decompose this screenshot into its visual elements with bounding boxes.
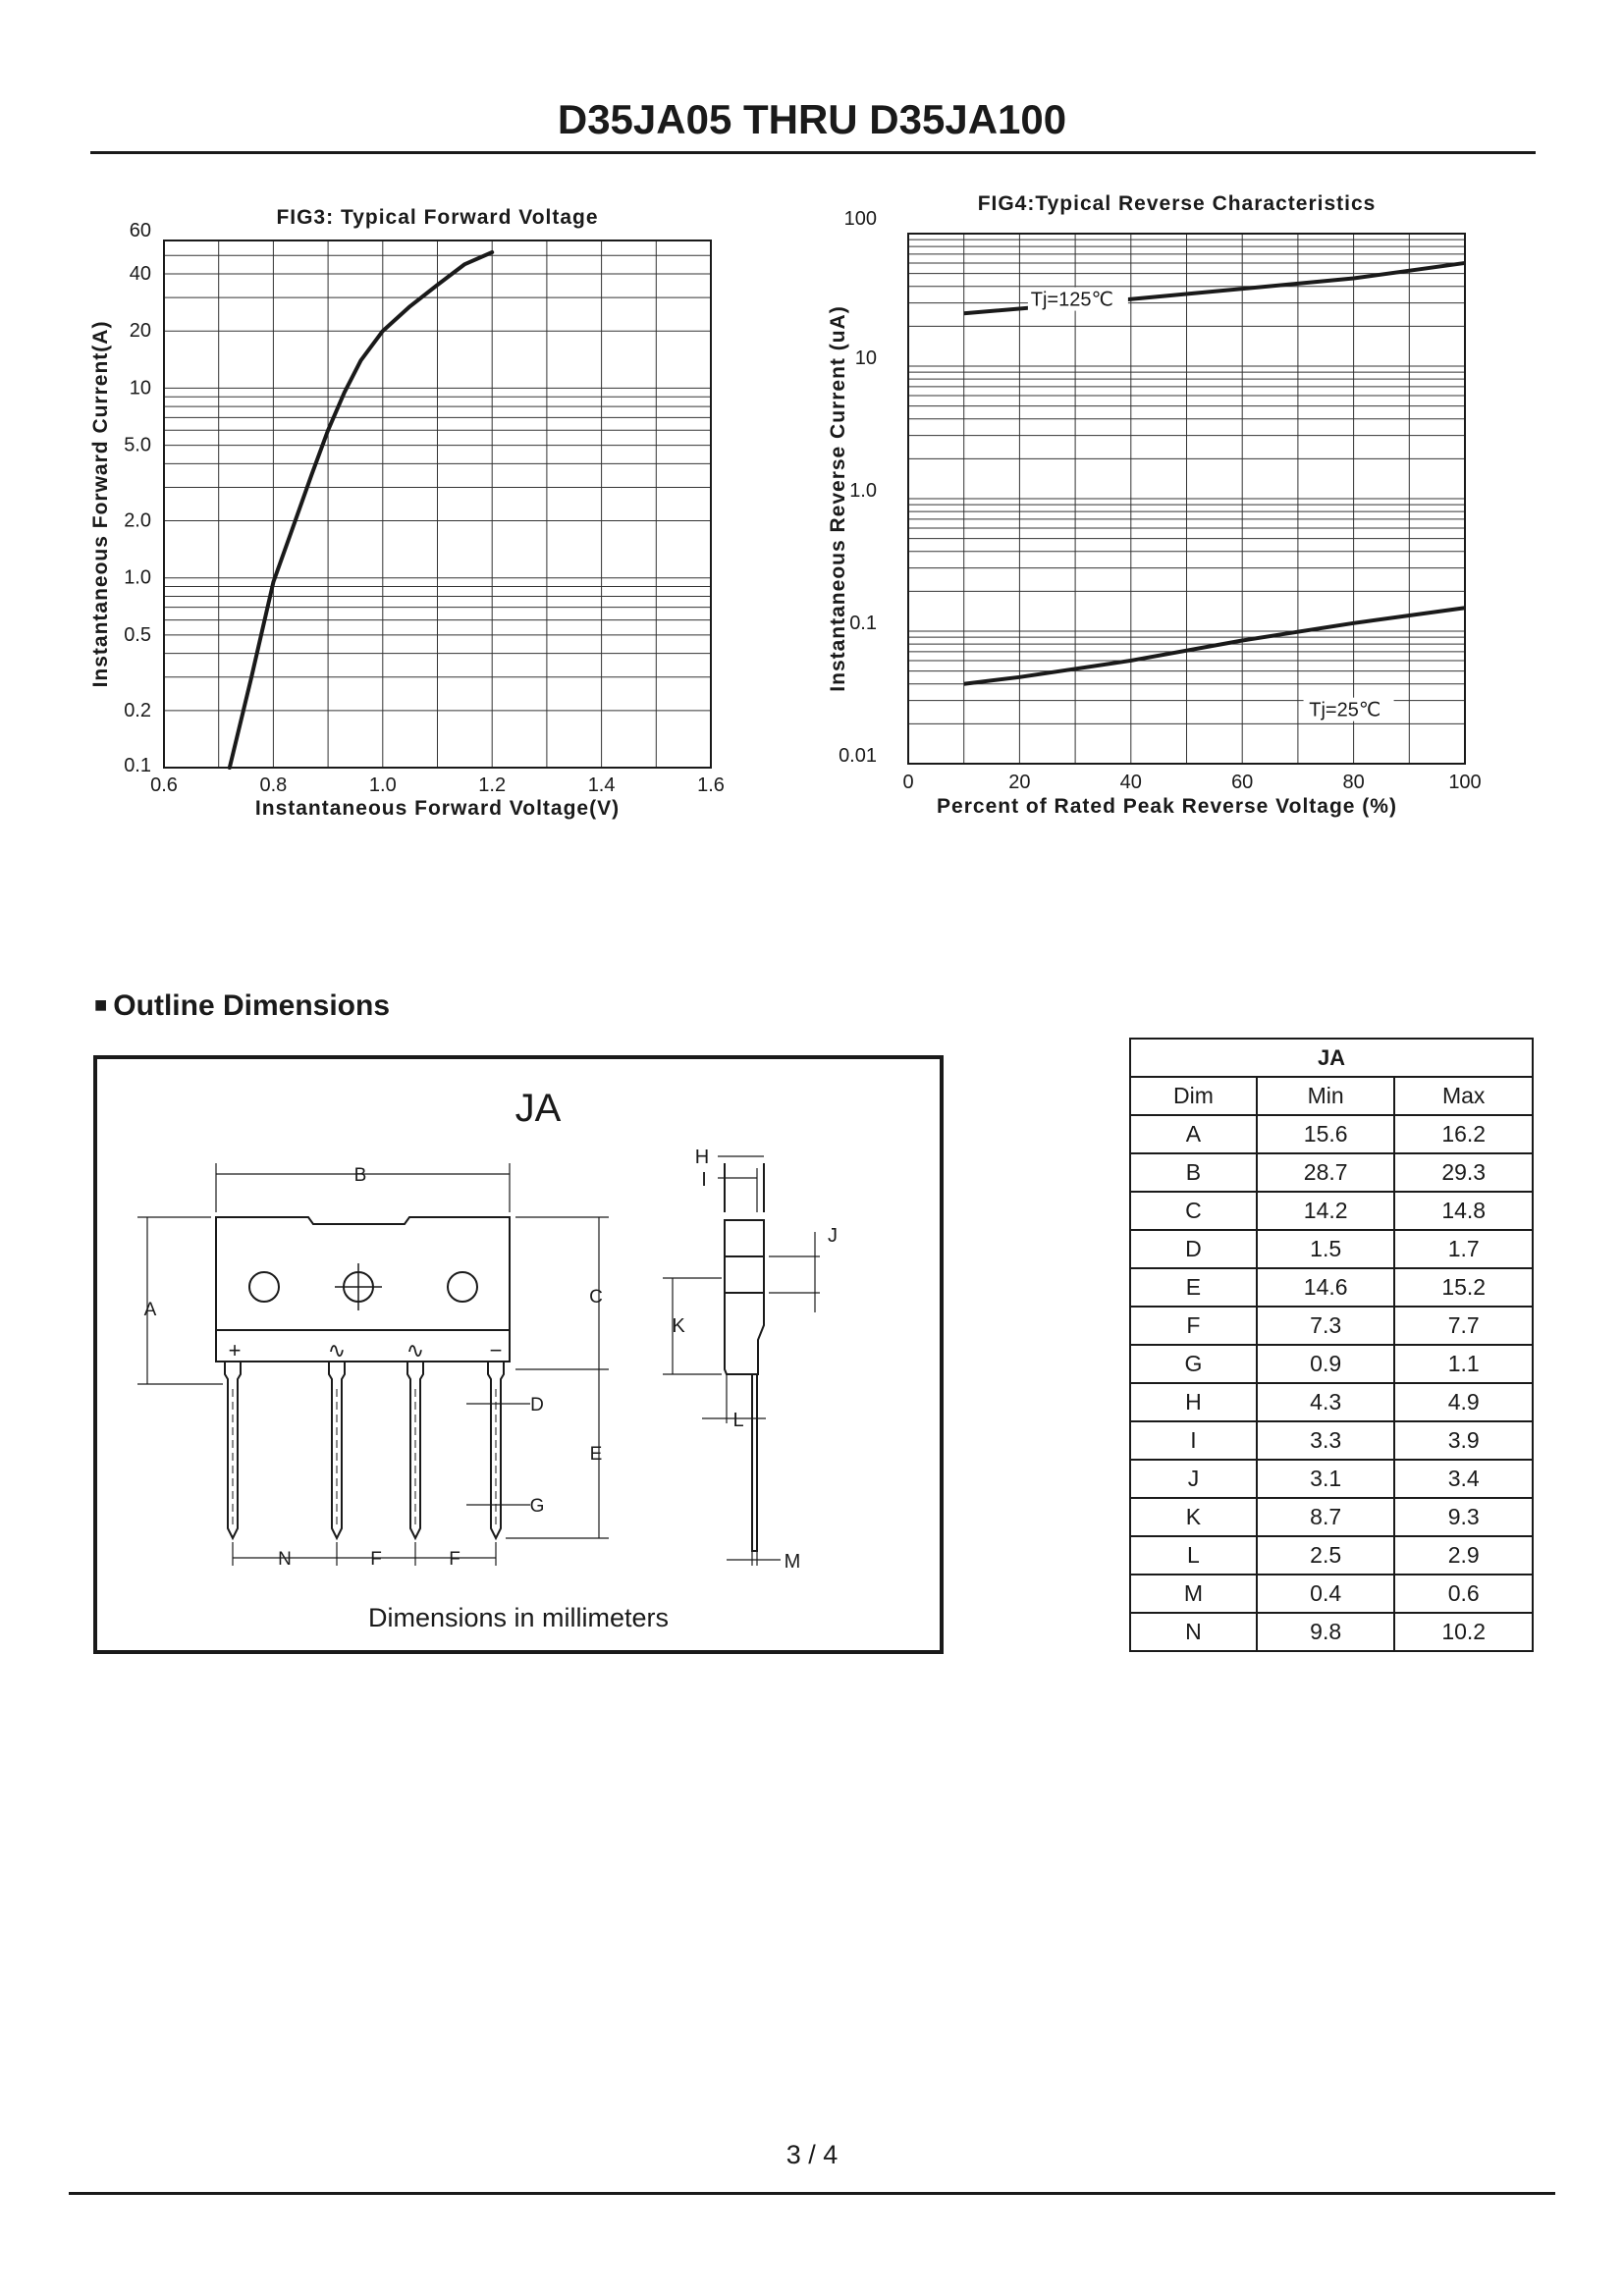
dim-cell: L — [1130, 1536, 1257, 1575]
fig3-y-tick: 40 — [129, 263, 151, 286]
fig4-y-tick: 0.1 — [849, 613, 877, 634]
fig3-grid — [164, 240, 711, 768]
fig4-title: FIG4:Typical Reverse Characteristics — [977, 192, 1377, 215]
max-cell: 1.7 — [1394, 1230, 1533, 1268]
fig3-title: FIG3: Typical Forward Voltage — [276, 206, 599, 229]
dim-label-a: A — [143, 1300, 157, 1320]
table-row — [1130, 1383, 1533, 1421]
dim-cell: F — [1130, 1307, 1257, 1345]
drawing-caption: Dimensions in millimeters — [367, 1603, 670, 1632]
dim-cell: G — [1130, 1345, 1257, 1383]
fig3-x-tick: 1.0 — [368, 774, 397, 796]
package-body-front — [216, 1217, 510, 1362]
dim-cell: H — [1130, 1383, 1257, 1421]
max-cell: 7.7 — [1394, 1307, 1533, 1345]
fig3-y-tick: 1.0 — [124, 566, 151, 589]
min-cell: 14.6 — [1257, 1268, 1395, 1307]
dim-label-e: E — [589, 1444, 603, 1465]
min-cell: 9.8 — [1257, 1613, 1395, 1651]
fig4-tj25-label: Tj=25℃ — [1309, 699, 1381, 721]
fig3-y-tick: 10 — [129, 377, 151, 400]
fig3-y-axis-label: Instantaneous Forward Current(A) — [89, 320, 112, 688]
package-outline-drawing — [93, 1055, 944, 1654]
pin-markings — [229, 1338, 503, 1362]
table-title: JA — [1130, 1039, 1533, 1077]
min-cell: 3.1 — [1257, 1460, 1395, 1498]
table-row — [1130, 1230, 1533, 1268]
package-leads — [225, 1362, 504, 1538]
max-cell: 10.2 — [1394, 1613, 1533, 1651]
fig4-y-axis-label: Instantaneous Reverse Current (uA) — [827, 305, 849, 692]
fig3-y-tick: 0.2 — [124, 699, 151, 721]
bullet-icon: ■ — [94, 992, 108, 1017]
front-dimension-labels — [144, 1165, 603, 1570]
max-cell: 4.9 — [1394, 1383, 1533, 1421]
min-cell: 7.3 — [1257, 1307, 1395, 1345]
dim-label-k: K — [672, 1315, 685, 1337]
fig4-x-tick: 40 — [1119, 772, 1142, 793]
min-cell: 14.2 — [1257, 1192, 1395, 1230]
fig4-x-tick: 60 — [1231, 772, 1254, 793]
fig3-x-tick: 1.2 — [478, 774, 507, 796]
dim-label-g: G — [529, 1496, 545, 1517]
fig3-forward-voltage-chart — [69, 191, 756, 839]
min-cell: 8.7 — [1257, 1498, 1395, 1536]
dim-label-l: L — [732, 1410, 744, 1431]
column-header-min: Min — [1257, 1077, 1395, 1115]
fig4-x-tick: 20 — [1008, 772, 1031, 793]
min-cell: 0.4 — [1257, 1575, 1395, 1613]
table-row — [1130, 1115, 1533, 1153]
dim-cell: E — [1130, 1268, 1257, 1307]
pin-ac2-label: ∿ — [406, 1338, 425, 1362]
dim-label-f2: F — [449, 1549, 460, 1570]
side-dimension-labels — [672, 1147, 838, 1573]
min-cell: 3.3 — [1257, 1421, 1395, 1460]
dim-cell: A — [1130, 1115, 1257, 1153]
fig3-forward-curve — [230, 252, 492, 768]
fig4-y-tick: 10 — [854, 347, 877, 369]
table-row — [1130, 1307, 1533, 1345]
table-row — [1130, 1421, 1533, 1460]
dim-cell: I — [1130, 1421, 1257, 1460]
pin-ac1-label: ∿ — [327, 1338, 347, 1362]
max-cell: 14.8 — [1394, 1192, 1533, 1230]
max-cell: 16.2 — [1394, 1115, 1533, 1153]
dim-label-n: N — [278, 1549, 292, 1570]
fig3-x-tick: 1.6 — [697, 774, 725, 796]
min-cell: 1.5 — [1257, 1230, 1395, 1268]
outline-dimensions-heading — [94, 989, 390, 1023]
dim-label-j: J — [828, 1225, 838, 1247]
footer-rule — [69, 2192, 1555, 2195]
pin-plus-label: + — [228, 1338, 242, 1362]
fig4-x-tick: 100 — [1448, 772, 1482, 793]
min-cell: 0.9 — [1257, 1345, 1395, 1383]
fig4-y-tick: 0.01 — [839, 745, 877, 767]
fig4-grid — [908, 234, 1465, 764]
dimensions-table — [1129, 1038, 1534, 1652]
dim-cell: C — [1130, 1192, 1257, 1230]
max-cell: 3.4 — [1394, 1460, 1533, 1498]
fig3-x-tick: 0.6 — [150, 774, 178, 796]
dim-cell: D — [1130, 1230, 1257, 1268]
max-cell: 3.9 — [1394, 1421, 1533, 1460]
table-row — [1130, 1345, 1533, 1383]
fig4-tj125-label: Tj=125℃ — [1030, 289, 1113, 311]
max-cell: 1.1 — [1394, 1345, 1533, 1383]
fig3-x-tick: 1.4 — [587, 774, 616, 796]
page-title: D35JA05 THRU D35JA100 — [557, 96, 1067, 142]
min-cell: 15.6 — [1257, 1115, 1395, 1153]
fig3-x-axis-label: Instantaneous Forward Voltage(V) — [254, 797, 621, 820]
dim-label-d: D — [530, 1395, 544, 1415]
fig3-y-tick: 20 — [129, 320, 151, 343]
fig4-x-tick: 0 — [902, 772, 914, 793]
table-row — [1130, 1536, 1533, 1575]
table-row — [1130, 1268, 1533, 1307]
dim-label-m: M — [784, 1551, 801, 1573]
table-row — [1130, 1613, 1533, 1651]
dim-label-f1: F — [370, 1549, 382, 1570]
min-cell: 28.7 — [1257, 1153, 1395, 1192]
table-body — [1130, 1115, 1533, 1651]
fig3-y-tick: 5.0 — [124, 434, 151, 456]
fig4-reverse-characteristics-chart — [825, 187, 1492, 839]
dim-label-i: I — [701, 1169, 707, 1191]
fig3-y-tick: 0.5 — [124, 623, 151, 646]
dim-cell: K — [1130, 1498, 1257, 1536]
package-name: JA — [514, 1087, 562, 1130]
package-body-side — [663, 1156, 820, 1566]
fig3-y-tick: 2.0 — [124, 509, 151, 532]
fig3-y-tick: 0.1 — [124, 755, 151, 776]
dim-cell: B — [1130, 1153, 1257, 1192]
fig4-y-tick: 100 — [843, 208, 877, 230]
column-header-dim: Dim — [1130, 1077, 1257, 1115]
fig4-y-tick: 1.0 — [849, 480, 877, 502]
fig3-y-tick: 60 — [129, 220, 151, 241]
max-cell: 0.6 — [1394, 1575, 1533, 1613]
title-rule — [90, 151, 1536, 154]
max-cell: 2.9 — [1394, 1536, 1533, 1575]
table-row — [1130, 1153, 1533, 1192]
table-row — [1130, 1460, 1533, 1498]
fig4-x-axis-label: Percent of Rated Peak Reverse Voltage (%) — [937, 795, 1397, 818]
table-row — [1130, 1575, 1533, 1613]
table-row — [1130, 1192, 1533, 1230]
drawing-frame — [95, 1057, 942, 1652]
dim-cell: M — [1130, 1575, 1257, 1613]
dim-cell: J — [1130, 1460, 1257, 1498]
fig4-x-tick: 80 — [1342, 772, 1365, 793]
fig3-x-tick: 0.8 — [259, 774, 288, 796]
max-cell: 29.3 — [1394, 1153, 1533, 1192]
column-header-max: Max — [1394, 1077, 1533, 1115]
min-cell: 4.3 — [1257, 1383, 1395, 1421]
fig4-tj25-curve — [964, 608, 1465, 683]
min-cell: 2.5 — [1257, 1536, 1395, 1575]
dim-label-c: C — [589, 1287, 603, 1308]
table-row — [1130, 1498, 1533, 1536]
max-cell: 15.2 — [1394, 1268, 1533, 1307]
pin-minus-label: − — [489, 1338, 503, 1362]
max-cell: 9.3 — [1394, 1498, 1533, 1536]
dim-label-h: H — [694, 1147, 710, 1168]
dim-cell: N — [1130, 1613, 1257, 1651]
section-title: Outline Dimensions — [113, 989, 391, 1022]
dim-label-b: B — [353, 1165, 367, 1186]
page-number: 3 / 4 — [785, 2140, 839, 2169]
